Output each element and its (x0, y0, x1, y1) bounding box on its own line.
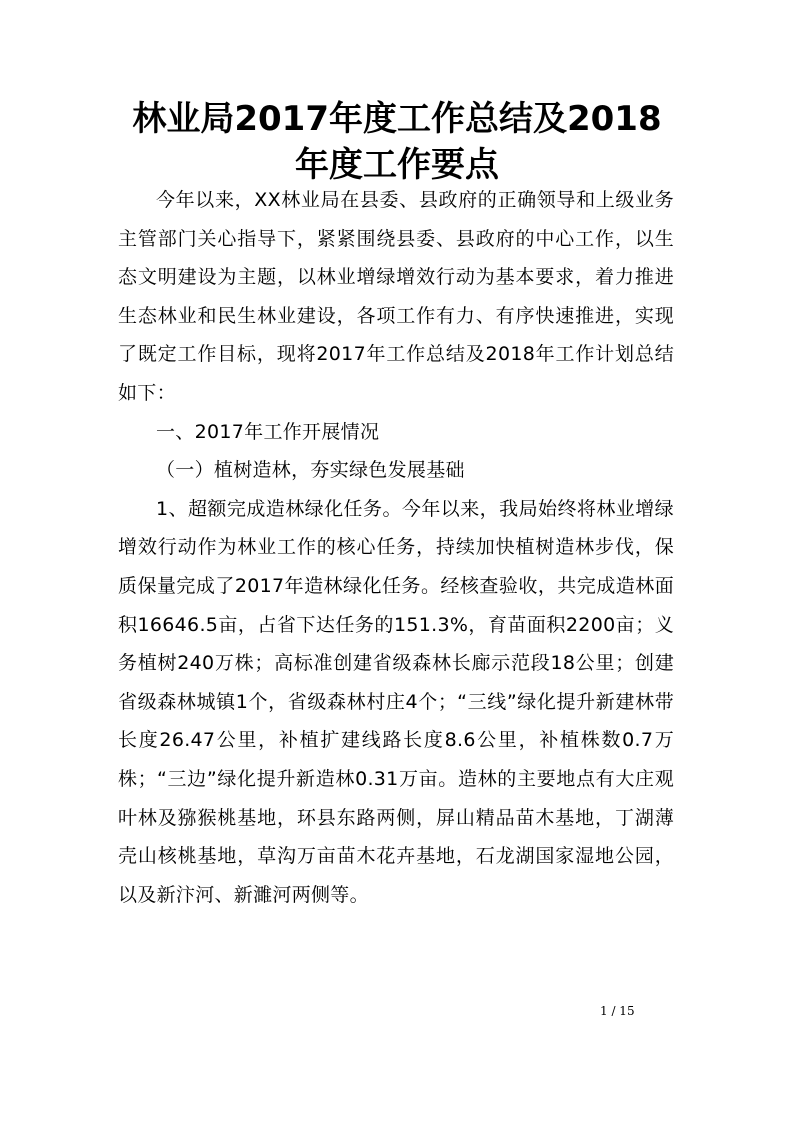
item-paragraph: 1、超额完成造林绿化任务。今年以来，我局始终将林业增绿增效行动作为林业工作的核心任务，持续加快植树造林步伐，保质保量完成了2017年造林绿化任务。经核查验收，共完成造林面积16646.5亩，占省下达任务的151.3%，育苗面积2200亩；义务植树240万株；高标准创建省级森林长廊示范段18公里；创建省级森林城镇1个，省级森林村庄4个；“三线”绿化提升新建林带长度26.47公里，补植扩建线路长度8.6公里，补植株数0.7万株；“三边”绿化提升新造林0.31万亩。造林的主要地点有大庄观叶林及猕猴桃基地，环县东路两侧，屏山精品苗木基地，丁湖薄壳山核桃基地，草沟万亩苗木花卉基地，石龙湖国家湿地公园，以及新汴河、新濉河两侧等。 (118, 497, 674, 906)
section-heading: 一、2017年工作开展情况 (156, 420, 380, 443)
document-title: 林业局2017年度工作总结及2018年度工作要点 (132, 99, 662, 185)
subsection-heading: （一）植树造林，夯实绿色发展基础 (156, 459, 465, 482)
page-number: 1 / 15 (600, 1004, 635, 1018)
intro-paragraph: 今年以来，XX林业局在县委、县政府的正确领导和上级业务主管部门关心指导下，紧紧围绕县委、县政府的中心工作，以生态文明建设为主题，以林业增绿增效行动为基本要求，着力推进生态林业和民生林业建设，各项工作有力、有序快速推进，实现了既定工作目标，现将2017年工作总结及2018年工作计划总结如下： (118, 189, 674, 404)
document-body (118, 181, 674, 914)
